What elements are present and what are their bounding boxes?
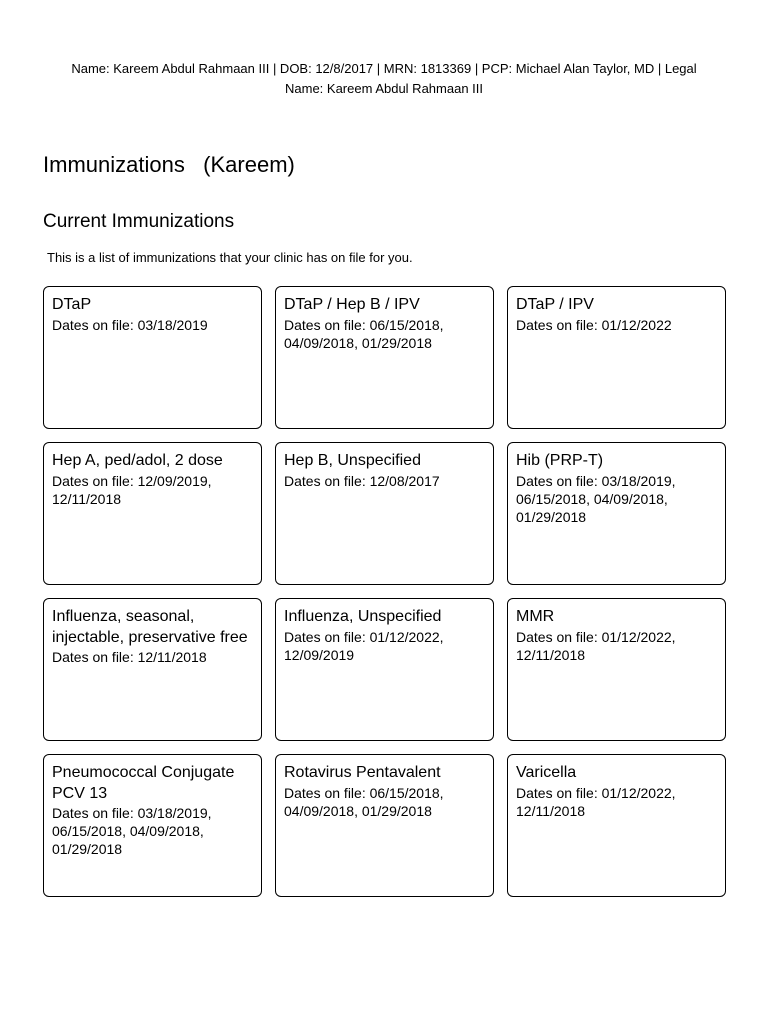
immunization-dates: Dates on file: 03/18/2019, 06/15/2018, 04/09/2018, 01/29/2018	[516, 472, 676, 525]
immunization-dates: Dates on file: 06/15/2018, 04/09/2018, 01/29/2018	[284, 316, 444, 351]
immunization-dates: Dates on file: 01/12/2022, 12/11/2018	[516, 784, 676, 819]
immunization-dates: Dates on file: 03/18/2019, 06/15/2018, 04/09/2018, 01/29/2018	[52, 805, 212, 857]
immunization-name: Varicella	[516, 764, 577, 781]
immunization-name: MMR	[516, 608, 555, 625]
patient-info-header-continued: Name: Kareem Abdul Rahmaan III	[285, 81, 483, 96]
immunization-card	[507, 286, 726, 429]
immunization-name: Influenza, seasonal, injectable, preservative free	[52, 608, 248, 646]
immunization-dates: Dates on file: 01/12/2022, 12/11/2018	[516, 628, 676, 663]
immunization-dates: Dates on file: 12/08/2017	[284, 472, 440, 489]
immunization-name: Influenza, Unspecified	[284, 608, 442, 625]
immunization-name: DTaP / Hep B / IPV	[284, 296, 420, 313]
section-description: This is a list of immunizations that your clinic has on file for you.	[47, 250, 413, 265]
section-title: Current Immunizations	[43, 211, 235, 232]
immunization-name: Hib (PRP-T)	[516, 452, 604, 469]
immunization-dates: Dates on file: 01/12/2022	[516, 316, 672, 333]
immunization-name: Rotavirus Pentavalent	[284, 764, 441, 781]
immunization-card	[275, 754, 494, 897]
page-title: Immunizations (Kareem)	[43, 152, 295, 177]
immunization-card-grid	[43, 286, 726, 897]
immunization-dates: Dates on file: 12/11/2018	[52, 649, 207, 665]
immunization-name: DTaP	[52, 296, 92, 313]
immunization-card	[43, 286, 262, 429]
immunization-card	[275, 598, 494, 741]
immunization-card	[275, 286, 494, 429]
immunization-dates: Dates on file: 01/12/2022, 12/09/2019	[284, 628, 444, 663]
immunization-card	[507, 598, 726, 741]
immunization-dates: Dates on file: 06/15/2018, 04/09/2018, 01/29/2018	[284, 784, 444, 819]
immunization-dates: Dates on file: 03/18/2019	[52, 316, 208, 333]
immunization-card	[43, 598, 262, 741]
immunization-card	[507, 754, 726, 897]
immunization-card	[275, 442, 494, 585]
immunization-name: Pneumococcal Conjugate PCV 13	[52, 764, 235, 802]
immunization-card	[43, 442, 262, 585]
patient-info-header: Name: Kareem Abdul Rahmaan III | DOB: 12/8/2017 | MRN: 1813369 | PCP: Michael Alan Taylor, MD | Legal	[71, 61, 697, 76]
immunization-name: DTaP / IPV	[516, 296, 594, 313]
immunization-dates: Dates on file: 12/09/2019, 12/11/2018	[52, 472, 212, 507]
immunization-name: Hep B, Unspecified	[284, 452, 421, 469]
immunization-card	[43, 754, 262, 897]
immunization-card	[507, 442, 726, 585]
immunization-name: Hep A, ped/adol, 2 dose	[52, 452, 223, 469]
